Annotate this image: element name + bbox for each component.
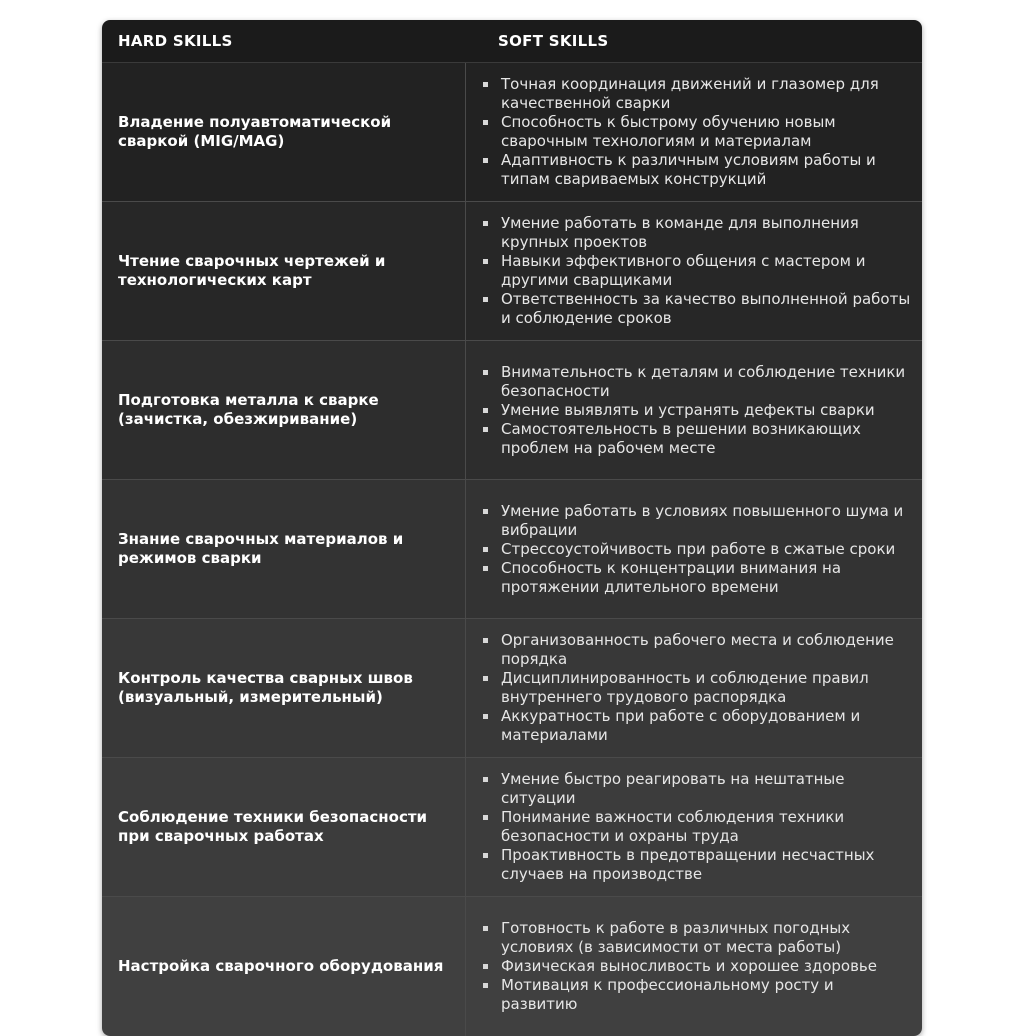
square-bullet-icon: [483, 777, 488, 782]
list-item: [482, 707, 912, 745]
list-item: [482, 846, 912, 884]
soft-skill-text: Организованность рабочего места и соблюдение порядка: [501, 631, 894, 668]
square-bullet-icon: [483, 964, 488, 969]
list-item: [482, 252, 912, 290]
list-item: [482, 502, 912, 540]
list-item: [482, 919, 912, 957]
table-header: [102, 20, 922, 63]
soft-skill-text: Умение работать в команде для выполнения крупных проектов: [501, 214, 859, 251]
soft-skill-text: Самостоятельность в решении возникающих проблем на рабочем месте: [501, 419, 861, 457]
soft-skills-cell: [466, 480, 922, 618]
hard-skill-cell: [102, 202, 466, 340]
soft-skills-list: [482, 770, 912, 884]
hard-skill-cell: [102, 63, 466, 201]
soft-skill-text: Физическая выносливость и хорошее здоровье: [501, 957, 877, 975]
square-bullet-icon: [483, 714, 488, 719]
hard-skill-text: Подготовка металла к сварке (зачистка, обезжиривание): [118, 391, 379, 428]
square-bullet-icon: [483, 82, 488, 87]
list-item: [482, 631, 912, 669]
list-item: [482, 214, 912, 252]
soft-skill-text: Адаптивность к различным условиям работы и типам свариваемых конструкций: [501, 151, 876, 188]
hard-skills-header: HARD SKILLS: [118, 32, 233, 50]
square-bullet-icon: [483, 370, 488, 375]
hard-skill-cell: [102, 341, 466, 479]
soft-skill-text: Навыки эффективного общения с мастером и другими сварщиками: [501, 252, 866, 289]
square-bullet-icon: [483, 120, 488, 125]
square-bullet-icon: [483, 983, 488, 988]
soft-skill-text: Точная координация движений и глазомер для качественной сварки: [501, 75, 879, 112]
soft-skills-list: [482, 631, 912, 745]
square-bullet-icon: [483, 297, 488, 302]
soft-skills-cell: [466, 619, 922, 757]
square-bullet-icon: [483, 158, 488, 163]
list-item: [482, 540, 912, 559]
list-item: [482, 401, 912, 420]
soft-skills-list: [482, 502, 912, 597]
square-bullet-icon: [483, 815, 488, 820]
soft-skill-text: Мотивация к профессиональному росту и развитию: [501, 976, 834, 1013]
hard-skill-cell: [102, 619, 466, 757]
list-item: [482, 363, 912, 401]
soft-skills-cell: [466, 341, 922, 479]
hard-skill-text: Контроль качества сварных швов (визуальный, измерительный): [118, 669, 413, 706]
soft-skills-cell: [466, 202, 922, 340]
hard-skill-text: Соблюдение техники безопасности при сварочных работах: [118, 808, 428, 845]
skills-table: [102, 20, 922, 1036]
list-item: [482, 957, 912, 976]
square-bullet-icon: [483, 676, 488, 681]
soft-skill-text: Проактивность в предотвращении несчастных случаев на производстве: [501, 846, 875, 883]
hard-skill-cell: [102, 897, 466, 1036]
soft-skills-cell: [466, 63, 922, 201]
soft-skill-text: Умение выявлять и устранять дефекты сварки: [501, 400, 875, 419]
soft-skills-cell: [466, 897, 922, 1036]
soft-skills-header: SOFT SKILLS: [498, 32, 609, 50]
hard-skill-text: Чтение сварочных чертежей и технологических карт: [118, 252, 386, 289]
list-item: [482, 420, 912, 458]
list-item: [482, 770, 912, 808]
soft-skill-text: Умение работать в условиях повышенного шума и вибрации: [501, 501, 904, 539]
table-row: [102, 202, 922, 341]
table-row: [102, 897, 922, 1036]
square-bullet-icon: [483, 408, 488, 413]
square-bullet-icon: [483, 926, 488, 931]
square-bullet-icon: [483, 547, 488, 552]
table-body: [102, 63, 922, 1036]
soft-skills-list: [482, 214, 912, 328]
soft-skill-text: Понимание важности соблюдения техники безопасности и охраны труда: [501, 808, 845, 845]
square-bullet-icon: [483, 427, 488, 432]
square-bullet-icon: [483, 566, 488, 571]
table-row: [102, 63, 922, 202]
soft-skills-list: [482, 363, 912, 458]
soft-skill-text: Дисциплинированность и соблюдение правил внутреннего трудового распорядка: [501, 669, 869, 706]
list-item: [482, 151, 912, 189]
soft-skills-cell: [466, 758, 922, 896]
square-bullet-icon: [483, 638, 488, 643]
square-bullet-icon: [483, 509, 488, 514]
list-item: [482, 669, 912, 707]
list-item: [482, 75, 912, 113]
soft-skills-list: [482, 919, 912, 1014]
list-item: [482, 290, 912, 328]
soft-skill-text: Аккуратность при работе с оборудованием и материалами: [501, 707, 861, 744]
table-row: [102, 619, 922, 758]
soft-skill-text: Готовность к работе в различных погодных условиях (в зависимости от места работы): [501, 919, 851, 956]
soft-skill-text: Способность к концентрации внимания на протяжении длительного времени: [501, 558, 842, 596]
hard-skill-cell: [102, 480, 466, 618]
list-item: [482, 808, 912, 846]
soft-skill-text: Стрессоустойчивость при работе в сжатые сроки: [501, 539, 896, 558]
hard-skill-text: Владение полуавтоматической сваркой (MIG/MAG): [118, 113, 392, 150]
square-bullet-icon: [483, 221, 488, 226]
soft-skill-text: Ответственность за качество выполненной работы и соблюдение сроков: [501, 290, 911, 327]
list-item: [482, 113, 912, 151]
hard-skill-cell: [102, 758, 466, 896]
soft-skill-text: Умение быстро реагировать на нештатные ситуации: [501, 770, 845, 807]
table-row: [102, 480, 922, 619]
hard-skill-text: Знание сварочных материалов и режимов сварки: [118, 530, 404, 567]
table-row: [102, 341, 922, 480]
list-item: [482, 559, 912, 597]
square-bullet-icon: [483, 853, 488, 858]
soft-skills-list: [482, 75, 912, 189]
list-item: [482, 976, 912, 1014]
soft-skill-text: Внимательность к деталям и соблюдение техники безопасности: [501, 362, 906, 400]
table-row: [102, 758, 922, 897]
hard-skill-text: Настройка сварочного оборудования: [118, 957, 444, 975]
soft-skill-text: Способность к быстрому обучению новым сварочным технологиям и материалам: [501, 113, 836, 150]
square-bullet-icon: [483, 259, 488, 264]
